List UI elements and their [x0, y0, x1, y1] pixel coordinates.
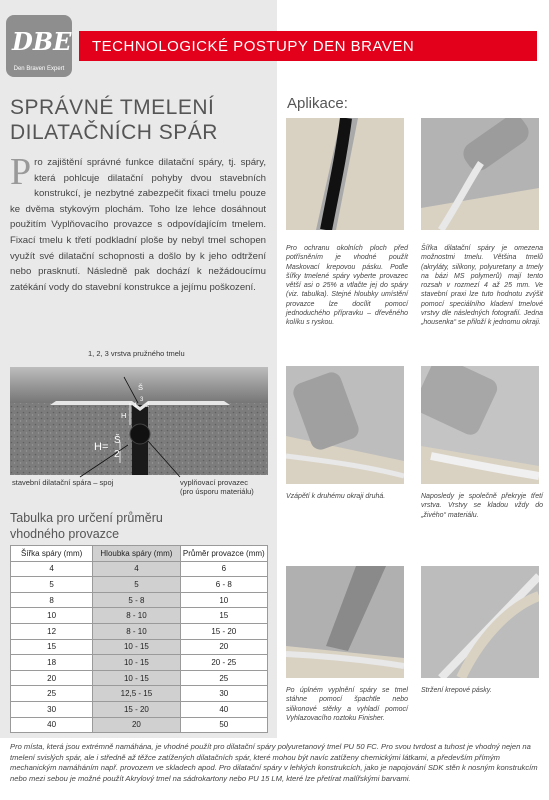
- joint-cross-section-diagram: [10, 345, 268, 500]
- label-backer-rope-note: (pro úsporu materiálu): [180, 487, 254, 496]
- table-row: [11, 670, 268, 686]
- cell-joint-width: 10: [11, 608, 93, 624]
- table-row: [11, 623, 268, 639]
- cell-rope-diameter: 15: [180, 608, 267, 624]
- caption-step-2: Šířka dilatační spáry je omezena možnostmi tmelu. Většina tmelů (akryláty, silikony, polyuretany a tmely na bázi MS polymerů) mají tento rozsah v rozmezí 4 až 25 mm. Ve stavební praxi lze tuto hodnotu zvýšit pomocí speciálního kladení tmelové vrstvy dle následných fotografií. Jedna „housenka“ se přiloží k jednomu okraji.: [421, 245, 543, 327]
- table-title: [10, 510, 260, 542]
- label-layer-2: 2: [146, 403, 150, 409]
- header-joint-depth: Hloubka spáry (mm): [93, 546, 180, 562]
- cell-rope-diameter: 30: [180, 686, 267, 702]
- table-row: [11, 608, 268, 624]
- cell-joint-width: 30: [11, 701, 93, 717]
- intro-text: ro zajištění správné funkce dilatační spáry, tj. spáry, která pohlcuje dilatační pohyby dvou stavebních konstrukcí, je nezbytné zabezpečit fixaci tmelu pouze ke dvěma stykovým plochám. Toho lze lehce dosáhnout použitím Vyplňovacího provazce s odpovídajícím tmelem. Fixací tmelu k třetí podkladní ploše by nebyl tmel schopen využít své dilatační schopnosti a došlo by k jeho odtržení nebo prasknutí. Následně pak dochází k nežádoucímu zatékání vody do stavební konstrukce a jejímu poškození.: [10, 157, 266, 293]
- cell-rope-diameter: 25: [180, 670, 267, 686]
- table-row: [11, 655, 268, 671]
- backer-rope: [130, 424, 150, 444]
- cell-rope-diameter: 20: [180, 639, 267, 655]
- header-title: TECHNOLOGICKÉ POSTUPY DEN BRAVEN: [79, 31, 537, 61]
- cell-joint-depth: 4: [93, 561, 180, 577]
- cell-joint-width: 4: [11, 561, 93, 577]
- intro-dropcap: P: [10, 151, 32, 193]
- table-row: [11, 639, 268, 655]
- table-row: [11, 561, 268, 577]
- photo-step-3-image: [286, 366, 404, 484]
- photo-step-2: [421, 118, 539, 230]
- table-row: [11, 577, 268, 593]
- label-height-h: H: [121, 411, 127, 420]
- label-backer-rope: vyplňovací provazec: [180, 478, 248, 487]
- caption-step-5: Po úplném vyplnění spáry se tmel stáhne pomocí špachtle nebo silikonové stěrky a vyhladí pomocí Vyhlazovacího roztoku Finisher.: [286, 687, 408, 722]
- table-row: [11, 701, 268, 717]
- formula-numerator: Š: [114, 435, 121, 446]
- page-title-line-1: SPRÁVNÉ TMELENÍ: [10, 96, 215, 119]
- cell-joint-width: 25: [11, 686, 93, 702]
- header-rope-diameter: Průměr provazce (mm): [180, 546, 267, 562]
- label-sealant-layers: 1, 2, 3 vrstva pružného tmelu: [88, 349, 185, 358]
- table-title-line-2: vhodného provazce: [10, 527, 120, 541]
- table-row: [11, 592, 268, 608]
- cell-joint-depth: 5: [93, 577, 180, 593]
- table-row: [11, 686, 268, 702]
- cell-rope-diameter: 20 - 25: [180, 655, 267, 671]
- cell-joint-depth: 5 - 8: [93, 592, 180, 608]
- cell-joint-width: 40: [11, 717, 93, 733]
- page-title: [10, 95, 270, 145]
- cell-rope-diameter: 50: [180, 717, 267, 733]
- cell-joint-depth: 10 - 15: [93, 670, 180, 686]
- cell-joint-width: 12: [11, 623, 93, 639]
- logo-text: Den Braven Expert: [13, 66, 65, 72]
- rope-diameter-table: [10, 545, 268, 733]
- cell-joint-depth: 10 - 15: [93, 655, 180, 671]
- photo-step-1-image: [286, 118, 404, 230]
- cell-joint-depth: 8 - 10: [93, 608, 180, 624]
- cell-joint-width: 15: [11, 639, 93, 655]
- cell-joint-depth: 12,5 - 15: [93, 686, 180, 702]
- cell-rope-diameter: 6: [180, 561, 267, 577]
- cell-joint-depth: 15 - 20: [93, 701, 180, 717]
- caption-step-3: Vzápětí k druhému okraji druhá.: [286, 493, 386, 500]
- den-braven-logo: [6, 15, 72, 77]
- page-title-line-2: DILATAČNÍCH SPÁR: [10, 121, 218, 144]
- photo-step-5: [286, 566, 404, 678]
- photo-step-2-image: [421, 118, 539, 230]
- cell-joint-width: 18: [11, 655, 93, 671]
- photo-step-5-image: [286, 566, 404, 678]
- logo-mark: DBE: [12, 27, 72, 56]
- cell-rope-diameter: 40: [180, 701, 267, 717]
- joint-diagram-svg: [10, 345, 268, 500]
- slab-right: [148, 403, 268, 475]
- caption-step-6: Stržení krepové pásky.: [421, 687, 492, 694]
- table-body: [11, 561, 268, 733]
- table-row: [11, 717, 268, 733]
- table-header-row: [11, 546, 268, 562]
- intro-paragraph: [10, 151, 266, 295]
- table-title-line-1: Tabulka pro určení průměru: [10, 511, 163, 525]
- photo-step-6-image: [421, 566, 539, 678]
- caption-step-4: Naposledy je společně překryje třetí vrstva. Vrstvy se kladou vždy do „živého“ materiálu.: [421, 493, 543, 519]
- photo-step-1: [286, 118, 404, 230]
- footer-note: Pro místa, která jsou extrémně namáhána, je vhodné použít pro dilatační spáry polyuretanový tmel PU 50 FC. Pro svou tvrdost a tuhost je vhodný nejen na tmelení svislých spár, ale i středně až těžce zatížených dilatačních spár, které mohou být navíc zatíženy chemickými látkami, a především přímým mechanickým namáháním např. provozem ve skladech apod. Pro dilatační spáry v lehkých konstrukcích, jako je napojování SDK stěn k nosným konstrukcím nebo mezi sebou je možné použít Akrylový tmel na sádrokartony nebo PU 15 LM, které lze přetírat malířskými barvami.: [10, 742, 538, 783]
- cell-joint-depth: 10 - 15: [93, 639, 180, 655]
- photo-step-4-image: [421, 366, 539, 484]
- photo-step-3: [286, 366, 404, 484]
- cell-rope-diameter: 6 - 8: [180, 577, 267, 593]
- formula-h: H=: [94, 441, 109, 453]
- header-joint-width: Šířka spáry (mm): [11, 546, 93, 562]
- cell-rope-diameter: 10: [180, 592, 267, 608]
- application-title: Aplikace:: [287, 95, 348, 112]
- cell-joint-width: 20: [11, 670, 93, 686]
- cell-joint-width: 5: [11, 577, 93, 593]
- cell-joint-depth: 8 - 10: [93, 623, 180, 639]
- label-width-s: Š: [138, 383, 144, 392]
- caption-step-1: Pro ochranu okolních ploch před potřísněním je vhodné použít Maskovací krepovou pásku. Podle šířky tmelené spáry vyberte provazec větší asi o 25% a vtlačte jej do spáry (viz. tabulka). Stejné hloubky umístění provazce lze docílit pomocí jednoduchého přípravku – dřevěného kolíku s ryskou.: [286, 245, 408, 327]
- label-layer-1: 1: [134, 403, 138, 409]
- photo-step-6: [421, 566, 539, 678]
- formula-denominator: 2: [114, 449, 120, 460]
- label-expansion-joint: stavební dilatační spára – spoj: [12, 478, 114, 487]
- cell-joint-width: 8: [11, 592, 93, 608]
- cell-joint-depth: 20: [93, 717, 180, 733]
- cell-rope-diameter: 15 - 20: [180, 623, 267, 639]
- photo-step-4: [421, 366, 539, 484]
- label-layer-3: 3: [140, 397, 144, 403]
